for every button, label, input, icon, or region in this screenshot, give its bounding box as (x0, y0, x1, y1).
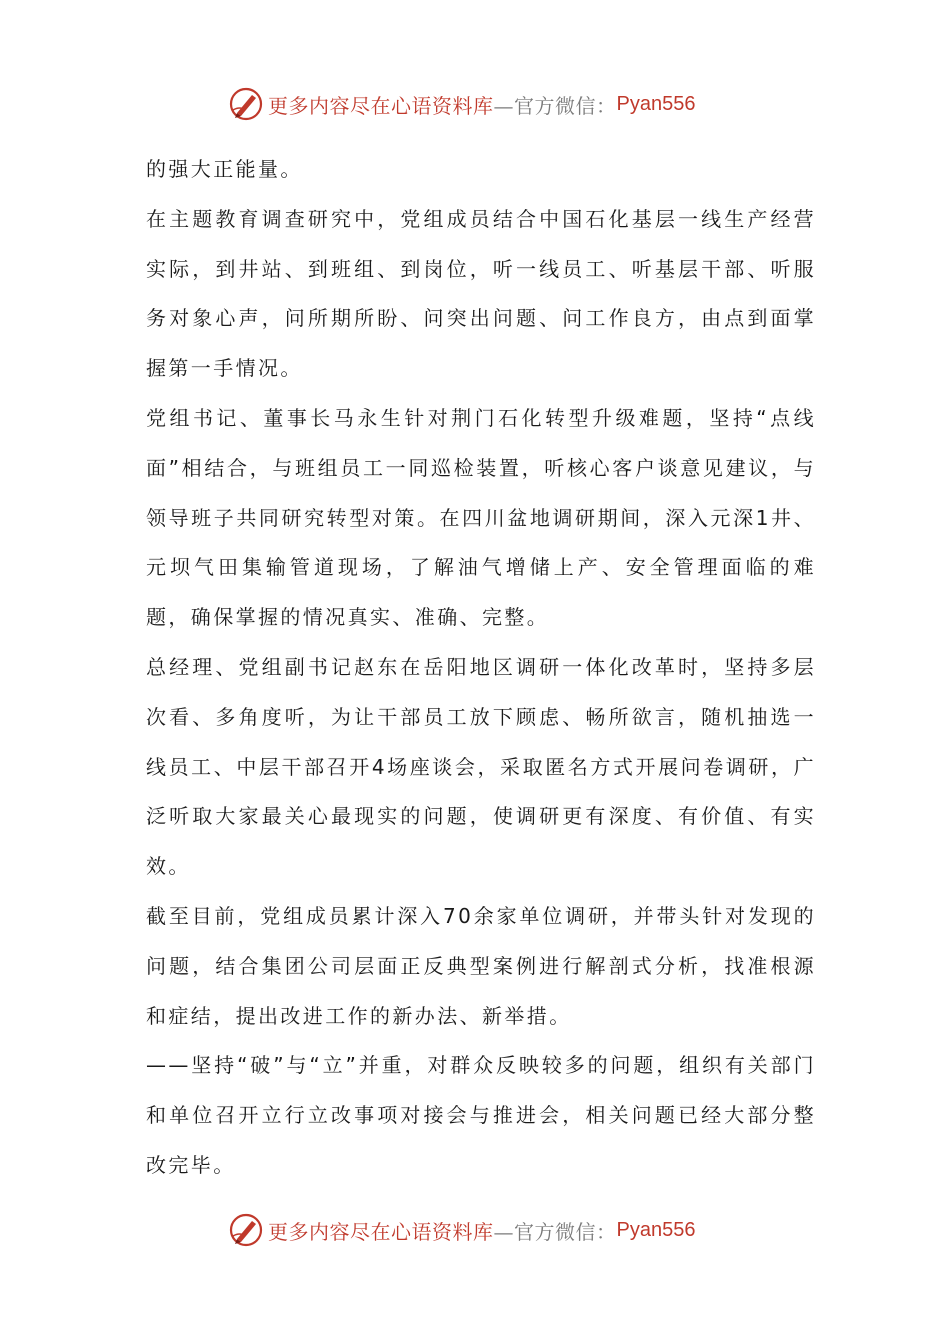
document-body (146, 145, 816, 1191)
paragraph: 截至目前，党组成员累计深入70余家单位调研，并带头针对发现的问题，结合集团公司层面正反典型案例进行解剖式分析，找准根源和症结，提出改进工作的新办法、新举措。 (146, 903, 816, 1028)
banner-subtext: —官方微信： (493, 93, 617, 118)
header-banner (228, 84, 695, 124)
paragraph: ——坚持“破”与“立”并重，对群众反映较多的问题，组织有关部门和单位召开立行立改事项对接会与推进会，相关问题已经大部分整改完毕。 (146, 1053, 816, 1177)
banner-text: 更多内容尽在心语资料库 (268, 93, 494, 118)
banner-subtext: —官方微信： (493, 1219, 617, 1244)
paragraph: 党组书记、董事长马永生针对荆门石化转型升级难题，坚持“点线面”相结合，与班组员工一同巡检装置，听核心客户谈意见建议，与领导班子共同研究转型对策。在四川盆地调研期间，深入元深1井、元坝气田集输管道现场，了解油气增储上产、安全管理面临的难题，确保掌握的情况真实、准确、完整。 (146, 405, 816, 630)
paragraph: 的强大正能量。 (146, 157, 303, 181)
paragraph: 在主题教育调查研究中，党组成员结合中国石化基层一线生产经营实际，到井站、到班组、到岗位，听一线员工、听基层干部、听服务对象心声，问所期所盼、问突出问题、问工作良方，由点到面掌握第一手情况。 (146, 206, 816, 381)
wechat-id: Pyan556 (616, 92, 696, 115)
banner-text: 更多内容尽在心语资料库 (268, 1219, 494, 1244)
pen-logo-icon (228, 1212, 264, 1248)
wechat-id: Pyan556 (616, 1218, 696, 1241)
footer-banner (228, 1210, 695, 1250)
pen-logo-icon (228, 86, 264, 122)
paragraph: 总经理、党组副书记赵东在岳阳地区调研一体化改革时，坚持多层次看、多角度听，为让干部员工放下顾虑、畅所欲言，随机抽选一线员工、中层干部召开4场座谈会，采取匿名方式开展问卷调研，广泛听取大家最关心最现实的问题，使调研更有深度、有价值、有实效。 (146, 654, 816, 879)
